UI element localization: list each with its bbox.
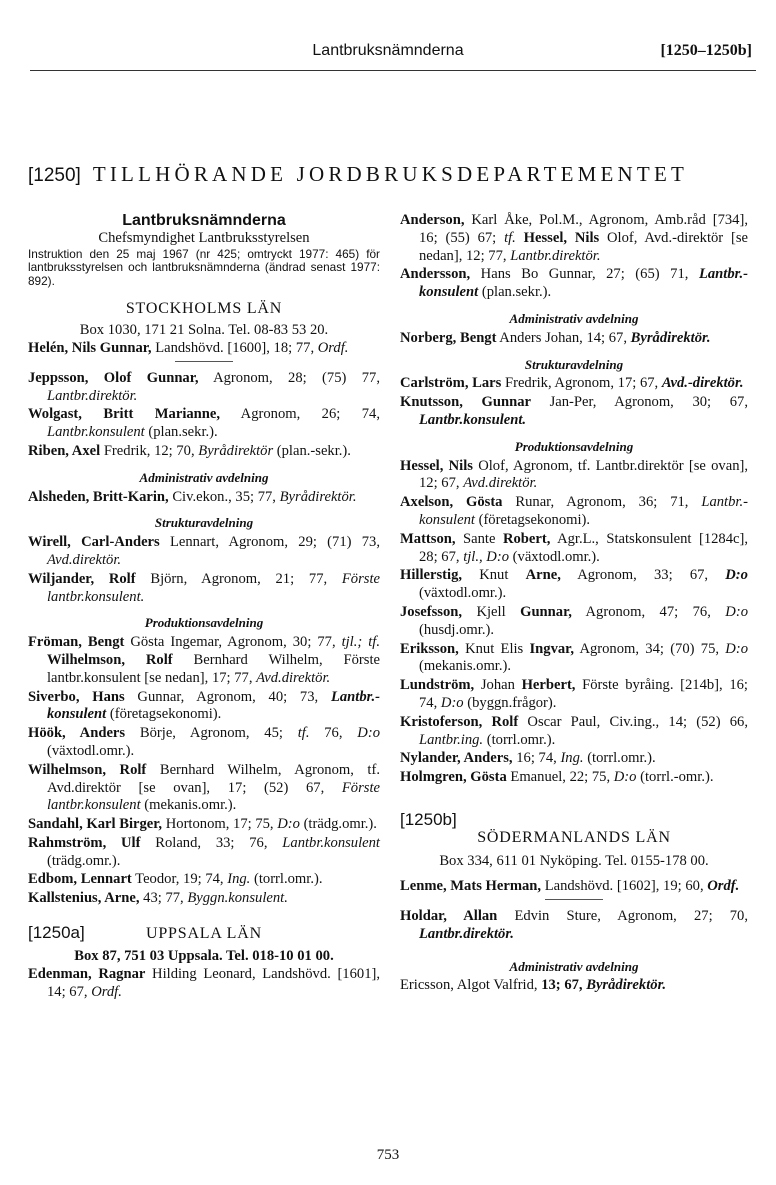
divider xyxy=(545,899,603,900)
entry: Wilhelmson, Rolf Bernhard Wilhelm, Agronom, tf. Avd.direktör [se ovan], 17; (52) 67, Förste lantbr.konsulent (mekanis.omr.). xyxy=(28,761,380,814)
entry: Carlström, Lars Fredrik, Agronom, 17; 67, Avd.-direktör. xyxy=(400,375,744,392)
entry: Holdar, Allan Edvin Sture, Agronom, 27; 70, Lantbr.direktör. xyxy=(400,908,749,942)
entry: Riben, Axel Fredrik, 12; 70, Byrådirektör (plan.-sekr.). xyxy=(28,442,351,459)
section-subheading: Chefsmyndighet Lantbruksstyrelsen xyxy=(98,229,310,246)
subsection-heading: Strukturavdelning xyxy=(154,515,254,531)
entry: Holmgren, Gösta Emanuel, 22; 75, D:o (torrl.-omr.). xyxy=(400,769,714,786)
entry: Kallstenius, Arne, 43; 77, Byggn.konsulent. xyxy=(28,890,288,907)
entry-chair: Edenman, Ragnar Hilding Leonard, Landshövd. [1601], 14; 67, Ordf. xyxy=(28,965,380,1000)
subsection-heading: Strukturavdelning xyxy=(524,356,624,372)
entry: Kristoferson, Rolf Oscar Paul, Civ.ing., 14; (52) 66, Lantbr.ing. (torrl.omr.). xyxy=(400,713,748,748)
county-heading xyxy=(28,924,380,948)
entry: Lundström, Johan Herbert, Förste byråing. [214b], 16; 74, D:o (byggn.frågor). xyxy=(400,677,748,711)
county-address: Box 87, 751 03 Uppsala. Tel. 018-10 01 00. xyxy=(74,948,334,965)
county-title: STOCKHOLMS LÄN xyxy=(125,300,283,318)
entry: Rahmström, Ulf Roland, 33; 76, Lantbr.konsulent (trädg.omr.). xyxy=(28,834,380,869)
entry: Knutsson, Gunnar Jan-Per, Agronom, 30; 67, Lantbr.konsulent. xyxy=(400,394,748,428)
entry: Josefsson, Kjell Gunnar, Agronom, 47; 76, D:o (husdj.omr.). xyxy=(400,603,748,638)
entry: Höök, Anders Börje, Agronom, 45; tf. 76, D:o (växtodl.omr.). xyxy=(28,725,380,759)
subsection-heading: Produktionsavdelning xyxy=(144,615,264,631)
county-address: Box 334, 611 01 Nyköping. Tel. 0155-178 00. xyxy=(439,852,709,869)
entry: Wirell, Carl-Anders Lennart, Agronom, 29; (71) 73, Avd.direktör. xyxy=(28,534,380,568)
entry: Mattson, Sante Robert, Agr.L., Statskonsulent [1284c], 28; 67, tjl., D:o (växtodl.omr.). xyxy=(400,530,748,565)
entry-chair: Lenme, Mats Herman, Landshövd. [1602], 19; 60, Ordf. xyxy=(400,878,740,895)
entry: Hillerstig, Knut Arne, Agronom, 33; 67, D:o (växtodl.omr.). xyxy=(400,567,748,602)
entry-chair: Helén, Nils Gunnar, Landshövd. [1600], 18; 77, Ordf. xyxy=(28,339,349,356)
subsection-heading: Administrativ avdelning xyxy=(509,310,639,326)
entry: Wolgast, Britt Marianne, Agronom, 26; 74, Lantbr.konsulent (plan.sekr.). xyxy=(28,406,380,441)
county-title: SÖDERMANLANDS LÄN xyxy=(477,828,671,846)
page-number: 753 xyxy=(376,1147,400,1163)
entry: Sandahl, Karl Birger, Hortonom, 17; 75, D:o (trädg.omr.). xyxy=(28,816,377,833)
entry: Wiljander, Rolf Björn, Agronom, 21; 77, Förste lantbr.konsulent. xyxy=(28,570,380,605)
entry: Hessel, Nils Olof, Agronom, tf. Lantbr.direktör [se ovan], 12; 67, Avd.direktör. xyxy=(400,457,748,492)
left-column xyxy=(28,212,380,1002)
county-address: Box 1030, 171 21 Solna. Tel. 08-83 53 20. xyxy=(79,322,329,339)
entry: Siverbo, Hans Gunnar, Agronom, 40; 73, Lantbr.-konsulent (företagsekonomi). xyxy=(28,688,380,723)
entry: Norberg, Bengt Anders Johan, 14; 67, Byrådirektör. xyxy=(400,329,711,346)
running-title: Lantbruksnämnderna xyxy=(312,42,464,59)
entry: Edbom, Lennart Teodor, 19; 74, Ing. (torrl.omr.). xyxy=(28,871,323,888)
entry: Andersson, Hans Bo Gunnar, 27; (65) 71, Lantbr.-konsulent (plan.sekr.). xyxy=(400,266,748,301)
entry: Ericsson, Algot Valfrid, 13; 67, Byrådirektör. xyxy=(400,977,667,994)
county-title: UPPSALA LÄN xyxy=(146,925,262,943)
section-heading: Lantbruksnämnderna xyxy=(122,212,286,229)
department-name: TILLHÖRANDE JORDBRUKSDEPARTEMENTET xyxy=(92,162,689,186)
running-header xyxy=(20,40,756,66)
subsection-heading: Administrativ avdelning xyxy=(139,469,269,485)
entry: Jeppsson, Olof Gunnar, Agronom, 28; (75) 77, Lantbr.direktör. xyxy=(28,369,380,404)
section-code: [1250a] xyxy=(28,923,85,943)
divider xyxy=(175,361,233,362)
entry: Eriksson, Knut Elis Ingvar, Agronom, 34; (70) 75, D:o (mekanis.omr.). xyxy=(400,640,748,675)
section-code: [1250b] xyxy=(400,809,457,829)
subsection-heading: Administrativ avdelning xyxy=(509,958,639,974)
entry: Alsheden, Britt-Karin, Civ.ekon., 35; 77, Byrådirektör. xyxy=(28,488,357,505)
entry: Nylander, Anders, 16; 74, Ing. (torrl.omr.). xyxy=(400,750,656,767)
entry: Fröman, Bengt Gösta Ingemar, Agronom, 30; 77, tjl.; tf. Wilhelmson, Rolf Bernhard Wilhelm, Förste lantbr.konsulent [se nedan], 17; 77, Avd.direktör. xyxy=(28,634,380,686)
header-rule xyxy=(30,70,756,71)
subsection-heading: Produktionsavdelning xyxy=(514,438,634,454)
instruction-note: Instruktion den 25 maj 1967 (nr 425; omtryckt 1977: 465) för lantbruksstyrelsen och lantbruksnämnderna (ändrad senast 1977: 892). xyxy=(28,246,380,288)
right-column xyxy=(400,212,748,996)
department-heading xyxy=(28,162,748,187)
entry: Axelson, Gösta Runar, Agronom, 36; 71, Lantbr.-konsulent (företagsekonomi). xyxy=(400,494,748,528)
entry: Anderson, Karl Åke, Pol.M., Agronom, Amb.råd [734], 16; (55) 67; tf. Hessel, Nils Olof, Avd.-direktör [se nedan], 12; 77, Lantbr.direktör. xyxy=(400,212,748,264)
department-code: [1250] xyxy=(28,165,81,186)
section-range: [1250–1250b] xyxy=(660,42,752,59)
